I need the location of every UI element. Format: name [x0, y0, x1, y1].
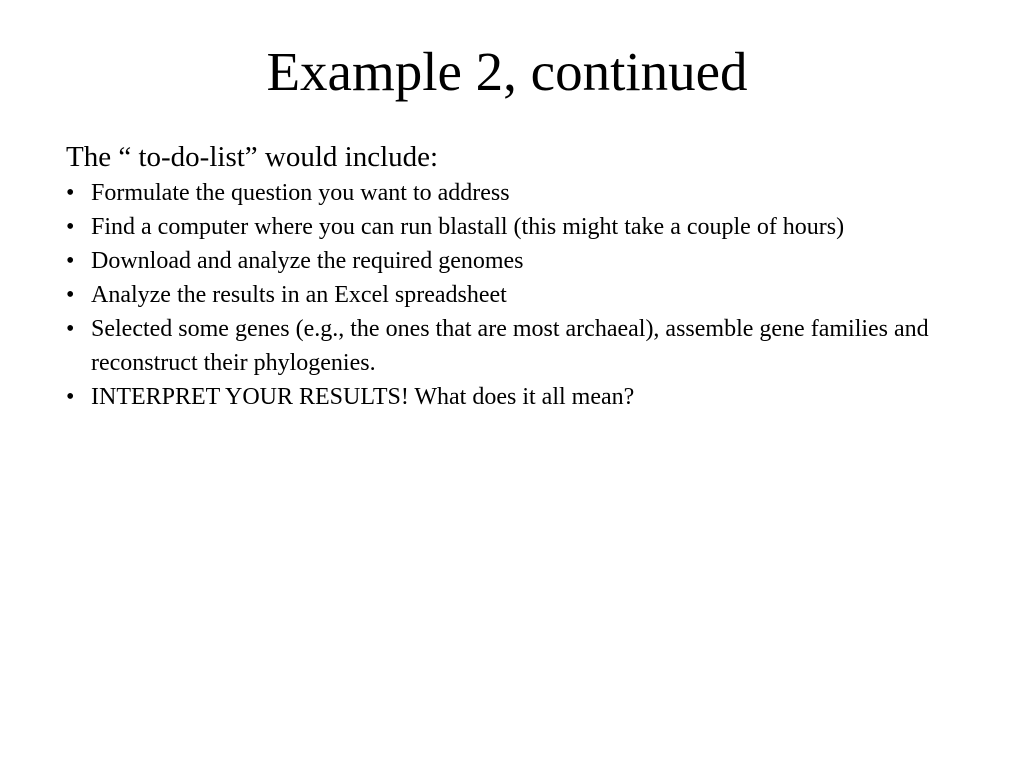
bullet-text: Formulate the question you want to address	[91, 180, 510, 206]
bullet-text: Selected some genes (e.g., the ones that are most archaeal), assemble gene families and reconstruct their phylogenies.	[91, 316, 929, 376]
bullet-icon: •	[66, 180, 75, 206]
bullet-item	[66, 278, 966, 312]
bullet-icon: •	[66, 316, 75, 342]
intro-text: The “ to-do-list” would include:	[66, 141, 439, 173]
bullet-text: Analyze the results in an Excel spreadsheet	[91, 282, 507, 308]
bullet-icon: •	[66, 282, 75, 308]
bullet-item	[66, 176, 966, 210]
bullet-item	[66, 312, 966, 380]
bullet-text: Find a computer where you can run blastall (this might take a couple of hours)	[91, 214, 845, 240]
bullet-icon: •	[66, 248, 75, 274]
bullet-icon: •	[66, 214, 75, 240]
bullet-text: INTERPRET YOUR RESULTS! What does it all mean?	[91, 384, 635, 410]
bullet-text: Download and analyze the required genomes	[91, 248, 524, 274]
bullet-item	[66, 244, 966, 278]
bullet-item	[66, 210, 966, 244]
slide-body	[66, 140, 966, 414]
bullet-icon: •	[66, 384, 75, 410]
bullet-item	[66, 380, 966, 414]
bullet-list	[66, 176, 966, 414]
slide-title: Example 2, continued	[266, 41, 748, 102]
